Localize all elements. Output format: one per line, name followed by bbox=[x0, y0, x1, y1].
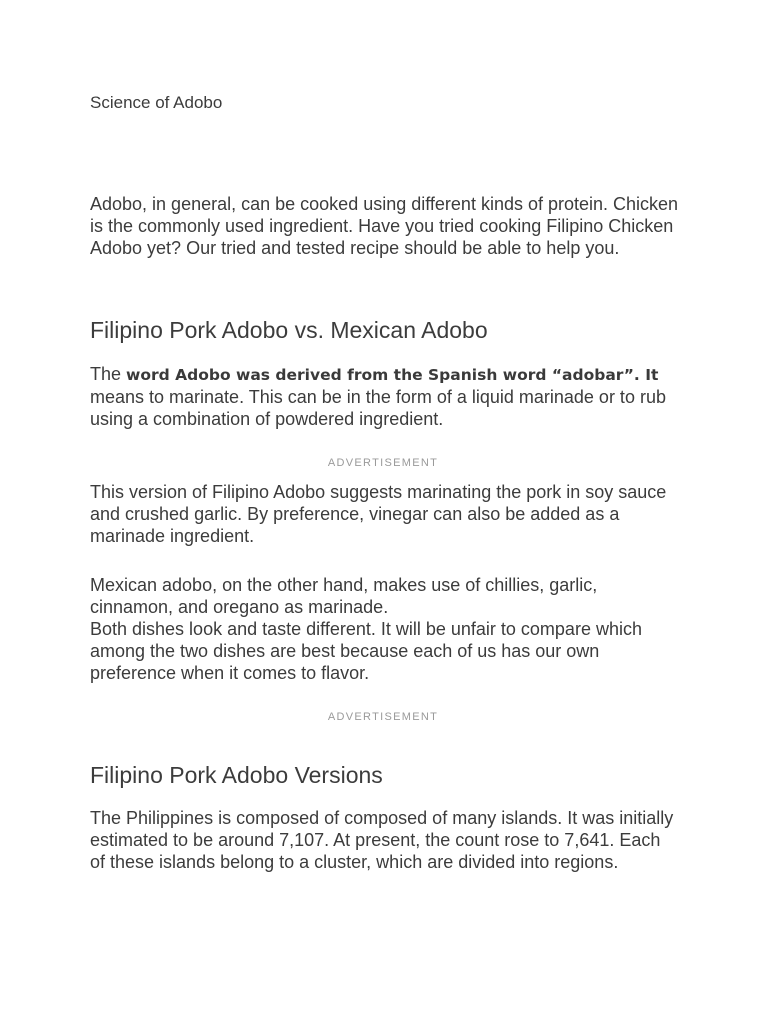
section2-heading: Filipino Pork Adobo Versions bbox=[90, 762, 383, 788]
paragraph1-rest: means to marinate. This can be in the form of a liquid marinade or to rub using a combination of powdered ingredient. bbox=[90, 387, 666, 429]
section1-paragraph2-block bbox=[90, 481, 680, 547]
section1-paragraph1 bbox=[90, 363, 680, 430]
section2-heading-block bbox=[90, 761, 680, 789]
advertisement-label-2: ADVERTISEMENT bbox=[327, 711, 439, 723]
paragraph1-bold: word Adobo was derived from the Spanish word “adobar”. It bbox=[126, 366, 659, 384]
section2-paragraph1: The Philippines is composed of composed of many islands. It was initially estimated to be around 7,107. At present, the count rose to 7,641. Each of these islands belong to a cluster, which are divided into regions. bbox=[90, 808, 674, 872]
section1-paragraph1-block bbox=[90, 363, 680, 430]
intro-paragraph-block bbox=[90, 193, 680, 259]
document-title: Science of Adobo bbox=[90, 93, 223, 112]
section1-heading: Filipino Pork Adobo vs. Mexican Adobo bbox=[90, 317, 488, 343]
advertisement-label: ADVERTISEMENT bbox=[327, 457, 439, 469]
section1-heading-block bbox=[90, 316, 680, 344]
section1-paragraph3-block bbox=[90, 574, 680, 684]
section1-paragraph3-line1: Mexican adobo, on the other hand, makes use of chillies, garlic, cinnamon, and oregano as marinade. bbox=[90, 575, 598, 617]
paragraph1-lead: The bbox=[90, 364, 127, 384]
section1-paragraph3-line2: Both dishes look and taste different. It will be unfair to compare which among the two dishes are best because each of us has our own preference when it comes to flavor. bbox=[90, 619, 642, 683]
section2-paragraph1-block bbox=[90, 807, 680, 873]
intro-paragraph: Adobo, in general, can be cooked using different kinds of protein. Chicken is the commonly used ingredient. Have you tried cooking Filipino Chicken Adobo yet? Our tried and tested recipe should be able to help you. bbox=[90, 194, 679, 258]
section1-paragraph2: This version of Filipino Adobo suggests marinating the pork in soy sauce and crushed garlic. By preference, vinegar can also be added as a marinade ingredient. bbox=[90, 482, 667, 546]
